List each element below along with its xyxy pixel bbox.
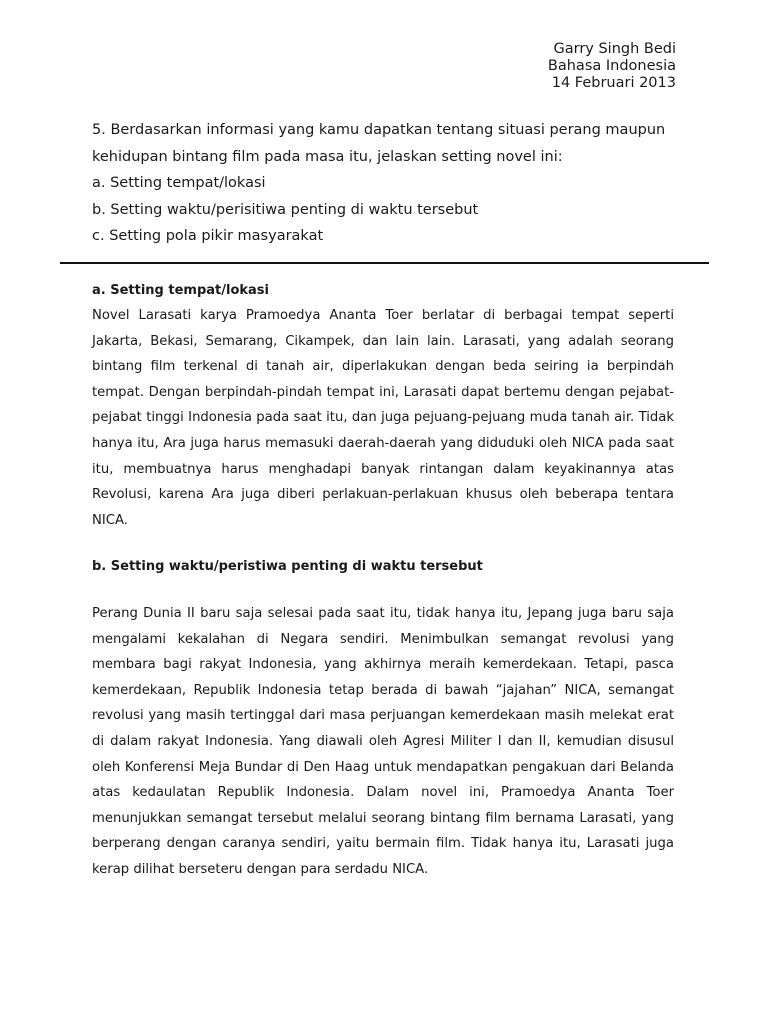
question-item-c: c. Setting pola pikir masyarakat <box>92 228 324 244</box>
question-block <box>92 120 682 253</box>
section-a-paragraph: Novel Larasati karya Pramoedya Ananta Toer berlatar di berbagai tempat seperti Jakarta, Bekasi, Semarang, Cikampek, dan lain lain. Larasati, yang adalah seorang bintang film terkenal di tanah air, diperlakukan dengan beda seiring ia berpindah tempat. Dengan berpindah-pindah tempat ini, Larasati dapat bertemu dengan pejabat-pejabat tinggi Indonesia pada saat itu, dan juga pejuang-pejuang muda tanah air. Tidak hanya itu, Ara juga harus memasuki daerah-daerah yang diduduki oleh NICA pada saat itu, membuatnya harus menghadapi banyak rintangan dalam keyakinannya atas Revolusi, karena Ara juga diberi perlakuan-perlakuan khusus oleh beberapa tentara NICA. <box>92 308 674 528</box>
question-line-1: 5. Berdasarkan informasi yang kamu dapatkan tentang situasi perang maupun <box>92 122 666 138</box>
section-a-title: a. Setting tempat/lokasi <box>92 283 270 298</box>
author-name: Garry Singh Bedi <box>553 41 676 57</box>
document-header <box>548 41 676 92</box>
question-line-2: kehidupan bintang film pada masa itu, jelaskan setting novel ini: <box>92 148 563 165</box>
section-b-title: b. Setting waktu/peristiwa penting di waktu tersebut <box>92 559 483 574</box>
question-item-a: a. Setting tempat/lokasi <box>92 175 266 191</box>
section-b-paragraph: Perang Dunia II baru saja selesai pada saat itu, tidak hanya itu, Jepang juga baru saja mengalami kekalahan di Negara sendiri. Menimbulkan semangat revolusi yang membara bagi rakyat Indonesia, yang akhirnya meraih kemerdekaan. Tetapi, pasca kemerdekaan, Republik Indonesia tetap berada di bawah “jajahan” NICA, semangat revolusi yang masih tertinggal dari masa perjuangan kemerdekaan masih melekat erat di dalam rakyat Indonesia. Yang diawali oleh Agresi Militer I dan II, kemudian disusul oleh Konferensi Meja Bundar di Den Haag untuk mendapatkan pengakuan dari Belanda atas kedaulatan Republik Indonesia. Dalam novel ini, Pramoedya Ananta Toer menunjukkan semangat tersebut melalui seorang bintang film bernama Larasati, yang berperang dengan caranya sendiri, yaitu bermain film. Tidak hanya itu, Larasati juga kerap dilihat berseteru dengan para serdadu NICA. <box>92 606 674 877</box>
horizontal-divider <box>60 262 709 264</box>
question-item-b: b. Setting waktu/perisitiwa penting di waktu tersebut <box>92 201 479 218</box>
document-date: 14 Februari 2013 <box>551 75 676 91</box>
subject-name: Bahasa Indonesia <box>547 58 676 74</box>
